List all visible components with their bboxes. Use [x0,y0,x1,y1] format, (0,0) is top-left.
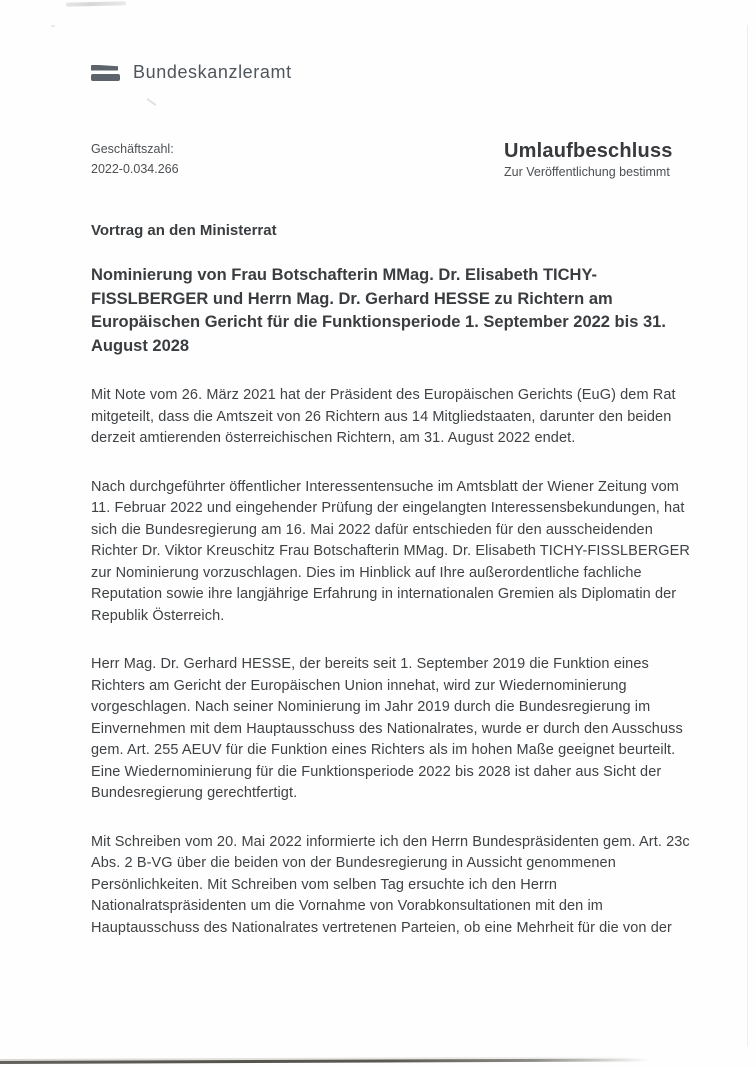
letterhead [91,62,692,82]
org-name: Bundeskanzleramt [133,61,292,82]
scan-speck [51,25,55,27]
doc-subtitle: Zur Veröffentlichung bestimmt [504,165,670,179]
paragraph-1: Mit Note vom 26. März 2021 hat der Präsident des Europäischen Gerichts (EuG) dem Rat mitgeteilt, dass die Amtszeit von 26 Richtern aus 14 Mitgliedstaaten, darunter den beiden derzeit amtierenden österreichischen Richtern, am 31. August 2022 endet. [91,387,676,446]
reference-number: 2022-0.034.266 [91,162,179,176]
decision-block [504,139,692,179]
paragraph-2: Nach durchgeführter öffentlicher Interessentensuche im Amtsblatt der Wiener Zeitung vom 11. Februar 2022 und eingehender Prüfung der eingelangten Interessensbekundungen, hat sich die Bundesregierung am 16. Mai 2022 dafür entschieden für den ausscheidenden Richter Dr. Viktor Kreuschitz Frau Botschafterin MMag. Dr. Elisabeth TICHY-FISSLBERGER zur Nominierung vorzuschlagen. Dies im Hinblick auf Ihre außerordentliche fachliche Reputation sowie ihre langjährige Erfahrung in internationalen Gremien als Diplomatin der Republik Österreich. [91,478,691,624]
body-text [91,385,692,939]
scan-edge-shadow-bottom [0,1057,640,1062]
scan-edge-line-bottom [0,1059,650,1064]
doc-type-heading: Umlaufbeschluss [504,140,673,162]
document-title: Nominierung von Frau Botschafterin MMag. Dr. Elisabeth TICHY-FISSLBERGER und Herrn Mag. Dr. Gerhard HESSE zu Richtern am Europäischen Gericht für die Funktionsperiode 1. September 2022 bis 31. August 2028 [91,266,666,355]
document-meta [91,139,692,179]
bundeskanzleramt-flag-icon [91,64,120,81]
paragraph-4: Mit Schreiben vom 20. Mai 2022 informierte ich den Herrn Bundespräsidenten gem. Art. 23c Abs. 2 B-VG über die beiden von der Bundesregierung in Aussicht genommenen Persönlichkeiten. Mit Schreiben vom selben Tag ersuchte ich den Herrn Nationalratspräsidenten um die Vornahme von Vorabkonsultationen mit den im Hauptausschuss des Nationalrates vertretenen Parteien, ob eine Mehrheit für die von der [91,833,690,936]
reference-label: Geschäftszahl: [91,142,174,156]
subject-line: Vortrag an den Ministerrat [91,222,277,239]
reference-block [91,139,179,179]
document-content [91,0,692,939]
paragraph-3: Herr Mag. Dr. Gerhard HESSE, der bereits seit 1. September 2019 die Funktion eines Richters am Gericht der Europäischen Union innehat, wird zur Wiedernominierung vorgeschlagen. Nach seiner Nominierung im Jahr 2019 durch die Bundesregierung im Einvernehmen mit dem Hauptausschuss des Nationalrates, wurde er durch den Ausschuss gem. Art. 255 AEUV für die Funktion eines Richters als im hohen Maße geeignet beurteilt. Eine Wiedernominierung für die Funktionsperiode 2022 bis 2028 ist daher aus Sicht der Bundesregierung gerechtfertigt. [91,656,683,801]
scan-page-edge-right [747,25,748,1046]
